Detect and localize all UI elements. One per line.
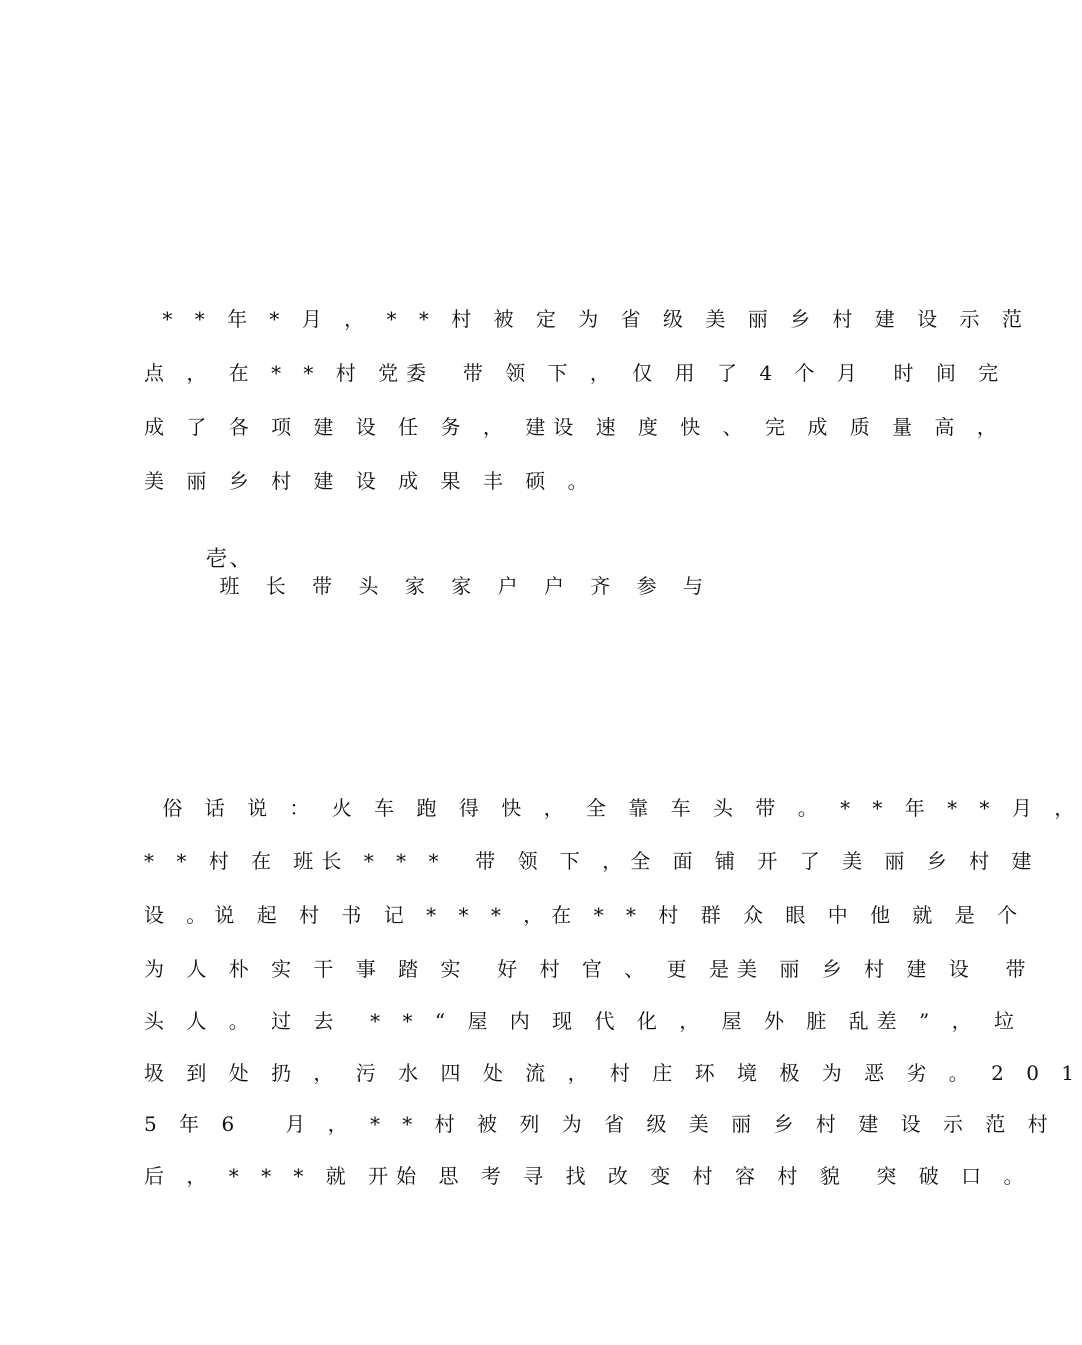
paragraph2-line-6: 圾 到 处 扔 ， 污 水 四 处 流 ， 村 庄 环 境 极 为 恶 劣 。 2 0 1	[144, 1061, 1082, 1085]
paragraph2-line-5: 头 人 。 过 去 * * “ 屋 内 现 代 化 ， 屋 外 脏 乱差 ” ， 垃	[144, 1009, 1022, 1033]
heading-text: 班 长 带 头 家 家 户 户 齐 参 与	[219, 574, 714, 598]
paragraph2-line-7: 5 年 6 月 ， * * 村 被 列 为 省 级 美 丽 乡 村 建 设 示 范 村	[144, 1112, 1056, 1136]
section-heading	[148, 520, 713, 625]
heading-number: 壱、	[205, 547, 254, 572]
paragraph2-line-8: 后 ， * * * 就 开始 思 考 寻 找 改 变 村 容 村 貌 突 破 口 。	[144, 1164, 1032, 1188]
paragraph1-line-4: 美 丽 乡 村 建 设 成 果 丰 硕 。	[144, 469, 596, 493]
paragraph1-line-1: * * 年 * 月 ， * * 村 被 定 为 省 级 美 丽 乡 村 建 设 示 范	[148, 307, 1030, 331]
paragraph2-line-4: 为 人 朴 实 干 事 踏 实 好 村 官 、 更 是美 丽 乡 村 建 设 带	[144, 957, 1034, 981]
paragraph1-line-2: 点 ， 在 * * 村 党委 带 领 下 ， 仅 用 了 4 个 月 时 间 完	[144, 361, 1007, 385]
paragraph2-line-1: 俗 话 说 ： 火 车 跑 得 快 ， 全 靠 车 头 带 。 * * 年 * * 月 ，	[148, 796, 1082, 820]
paragraph2-line-2: * * 村 在 班长 * * * 带 领 下 ，全 面 铺 开 了 美 丽 乡 村 建	[144, 849, 1040, 873]
paragraph2-line-3: 设 。说 起 村 书 记 * * * ，在 * * 村 群 众 眼 中 他 就 是 个	[144, 903, 1026, 927]
paragraph1-line-3: 成 了 各 项 建 设 任 务 ， 建设 速 度 快 、 完 成 质 量 高 ，	[144, 415, 1005, 439]
